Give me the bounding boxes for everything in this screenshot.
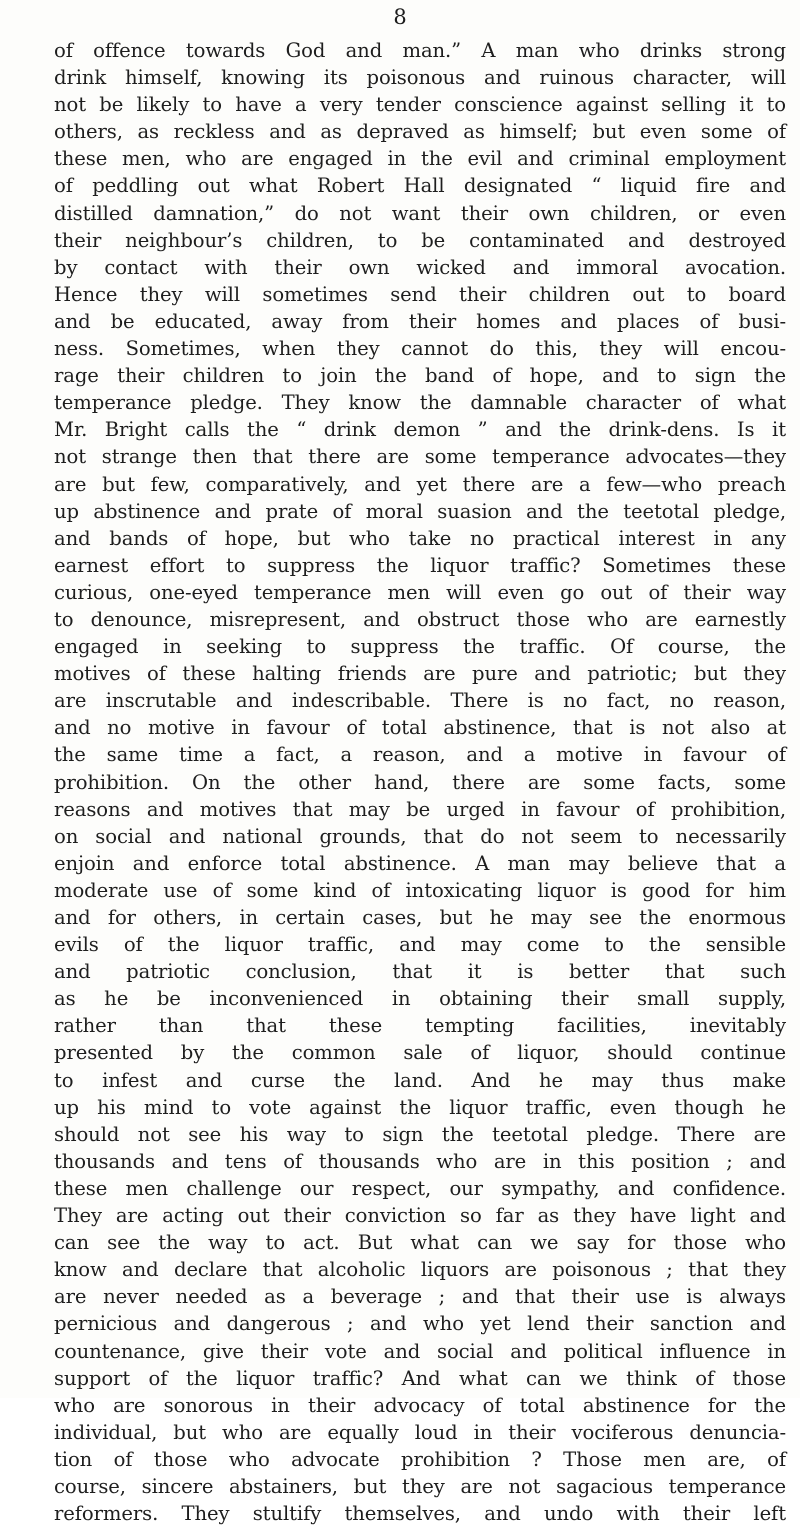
text-line: are but few, comparatively, and yet there are a few—who preach xyxy=(54,472,786,496)
text-line: course, sincere abstainers, but they are not sagacious temperance xyxy=(54,1474,786,1498)
page-number: 8 xyxy=(393,5,407,29)
text-line: curious, one-eyed temperance men will even go out of their way xyxy=(54,580,786,604)
text-line: know and declare that alcoholic liquors are poisonous ; that they xyxy=(54,1258,786,1282)
text-line: ness. Sometimes, when they cannot do this, they will encou- xyxy=(54,337,786,361)
text-line: are inscrutable and indescribable. There is no fact, no reason, xyxy=(54,689,786,713)
text-line: should not see his way to sign the teetotal pledge. There are xyxy=(54,1122,786,1146)
text-line: and bands of hope, but who take no practical interest in any xyxy=(54,526,786,550)
text-line: are never needed as a beverage ; and that their use is always xyxy=(54,1285,786,1309)
text-line: moderate use of some kind of intoxicating liquor is good for him xyxy=(54,878,786,902)
text-line: as he be inconvenienced in obtaining their small supply, xyxy=(54,987,786,1011)
text-line: support of the liquor traffic? And what can we think of those xyxy=(54,1366,786,1390)
text-line: not strange then that there are some temperance advocates—they xyxy=(54,445,786,469)
text-line: evils of the liquor traffic, and may come to the sensible xyxy=(54,933,786,957)
text-line: presented by the common sale of liquor, should continue xyxy=(54,1041,786,1065)
text-line: the same time a fact, a reason, and a motive in favour of xyxy=(54,743,786,767)
text-line: and for others, in certain cases, but he may see the enormous xyxy=(54,906,786,929)
text-line: of peddling out what Robert Hall designated “ liquid fire and xyxy=(54,174,786,198)
text-line: countenance, give their vote and social and political influence in xyxy=(54,1339,786,1363)
text-line: motives of these halting friends are pure and patriotic; but they xyxy=(54,662,786,686)
text-line: temperance pledge. They know the damnable character of what xyxy=(54,391,786,415)
text-line: and be educated, away from their homes and places of busi- xyxy=(54,309,786,333)
text-line: engaged in seeking to suppress the traffic. Of course, the xyxy=(54,635,786,659)
text-line: prohibition. On the other hand, there are some facts, some xyxy=(54,770,786,794)
text-line: individual, but who are equally loud in their vociferous denuncia- xyxy=(54,1420,786,1444)
text-line: up abstinence and prate of moral suasion and the teetotal pledge, xyxy=(54,499,786,523)
text-line: earnest effort to suppress the liquor traffic? Sometimes these xyxy=(54,553,786,577)
text-line: thousands and tens of thousands who are in this position ; and xyxy=(54,1149,786,1173)
text-line: reformers. They stultify themselves, and undo with their left xyxy=(54,1502,786,1526)
text-line: Mr. Bright calls the “ drink demon ” and the drink-dens. Is it xyxy=(54,418,786,442)
text-line: can see the way to act. But what can we say for those who xyxy=(54,1231,786,1255)
text-line: rather than that these tempting facilities, inevitably xyxy=(54,1014,786,1038)
text-line: on social and national grounds, that do not seem to necessarily xyxy=(54,824,786,848)
text-line: not be likely to have a very tender conscience against selling it to xyxy=(54,93,786,117)
text-line: these men challenge our respect, our sympathy, and confidence. xyxy=(54,1176,786,1200)
body-text xyxy=(54,37,786,1527)
text-line: to denounce, misrepresent, and obstruct those who are earnestly xyxy=(54,607,786,631)
text-line: pernicious and dangerous ; and who yet lend their sanction and xyxy=(54,1312,786,1336)
text-line: others, as reckless and as depraved as himself; but even some of xyxy=(54,120,786,144)
text-line: and patriotic conclusion, that it is better that such xyxy=(54,960,786,984)
text-line: Hence they will sometimes send their children out to board xyxy=(54,282,786,306)
text-line: rage their children to join the band of hope, and to sign the xyxy=(54,364,786,388)
text-line: drink himself, knowing its poisonous and ruinous character, will xyxy=(54,66,786,90)
text-line: tion of those who advocate prohibition ? Those men are, of xyxy=(54,1447,786,1471)
text-line: distilled damnation,” do not want their own children, or even xyxy=(54,201,786,225)
text-line: enjoin and enforce total abstinence. A man may believe that a xyxy=(54,851,786,875)
text-line: and no motive in favour of total abstinence, that is not also at xyxy=(54,716,786,740)
text-line: who are sonorous in their advocacy of total abstinence for the xyxy=(54,1393,786,1417)
text-line: up his mind to vote against the liquor traffic, even though he xyxy=(54,1095,786,1119)
text-line: their neighbour’s children, to be contaminated and destroyed xyxy=(54,228,786,252)
text-line: to infest and curse the land. And he may thus make xyxy=(54,1068,786,1092)
text-line: of offence towards God and man.” A man who drinks strong xyxy=(54,39,786,62)
text-line: reasons and motives that may be urged in favour of prohibition, xyxy=(54,797,786,821)
text-line: They are acting out their conviction so far as they have light and xyxy=(54,1204,786,1228)
text-line: by contact with their own wicked and immoral avocation. xyxy=(54,255,786,279)
text-line: these men, who are engaged in the evil and criminal employment xyxy=(54,147,786,171)
